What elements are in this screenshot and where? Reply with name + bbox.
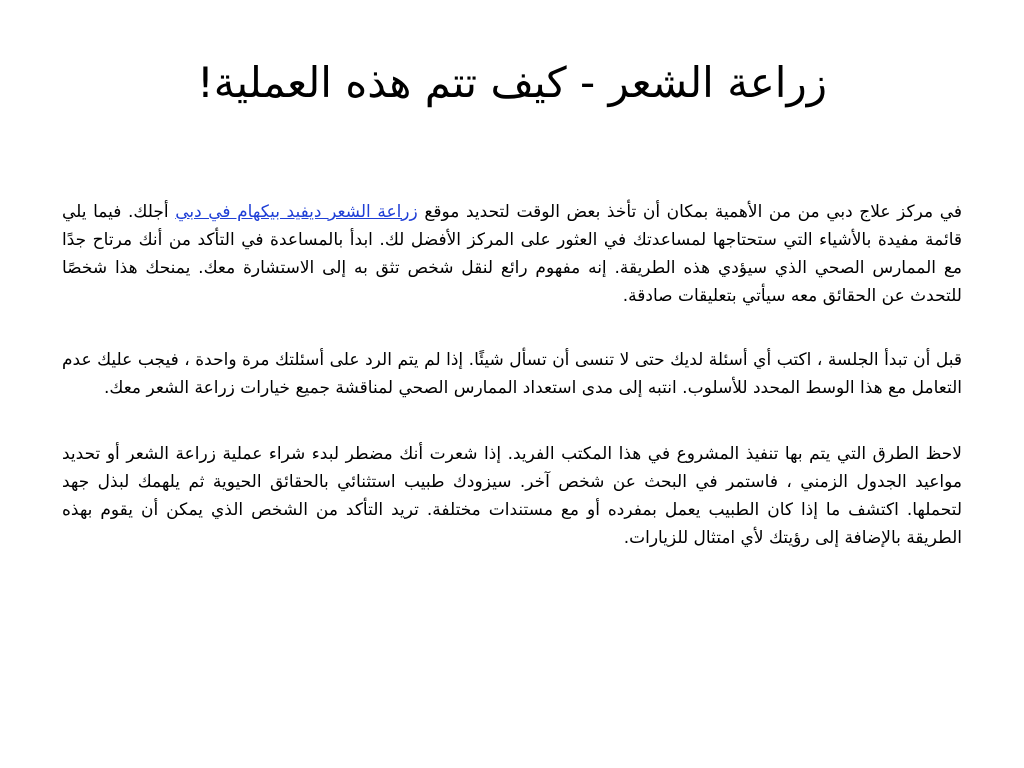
hair-transplant-link[interactable]: زراعة الشعر ديفيد بيكهام في دبي (175, 202, 418, 222)
paragraph-2: قبل أن تبدأ الجلسة ، اكتب أي أسئلة لديك حتى لا تنسى أن تسأل شيئًا. إذا لم يتم الرد على أسئلتك مرة واحدة ، فيجب عليك عدم التعامل مع هذا الوسط المحدد للأسلوب. انتبه إلى مدى استعداد الممارس الصحي لمناقشة جميع خيارات زراعة الشعر معك. (62, 350, 962, 398)
paragraph-1 (62, 198, 962, 310)
paragraph-1-text-start: في مركز علاج دبي من (790, 202, 962, 222)
paragraph-1-text-end: أجلك. فيما يلي قائمة مفيدة بالأشياء التي ستحتاجها لمساعدتك في العثور على المركز الأفضل لك. ابدأ بالمساعدة في التأكد من أنك مرتاح جدًا مع الممارس الصحي الذي سيؤدي هذه الطريقة. إنه مفهوم رائع لنقل شخص تثق به إلى الاستشارة معك. يمنحك هذا شخصًا للتحدث عن الحقائق معه سيأتي بتعليقات صادقة. (62, 202, 962, 306)
paragraph-3: لاحظ الطرق التي يتم بها تنفيذ المشروع في هذا المكتب الفريد. إذا شعرت أنك مضطر لبدء شراء عملية زراعة الشعر أو تحديد مواعيد الجدول الزمني ، فاستمر في البحث عن شخص آخر. سيزودك طبيب استثنائي بالحقائق الحيوية ثم يلهمك لبذل جهد لتحملها. اكتشف ما إذا كان الطبيب يعمل بمفرده أو مع مستندات مختلفة. تريد التأكد من الشخص الذي يمكن أن يقوم بهذه الطريقة بالإضافة إلى رؤيتك لأي امتثال للزيارات. (62, 444, 962, 548)
slide-body (62, 198, 962, 588)
slide-title: زراعة الشعر - كيف تتم هذه العملية! (196, 58, 828, 107)
paragraph-1-text-middle: من الأهمية بمكان أن تأخذ بعض الوقت لتحديد موقع (417, 202, 791, 222)
